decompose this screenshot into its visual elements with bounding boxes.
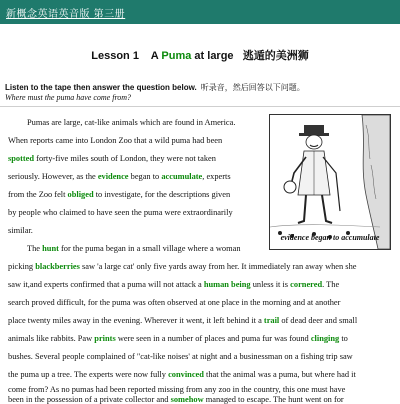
text-line <box>8 396 344 404</box>
keyword[interactable]: trail <box>263 316 280 325</box>
text-span: unless it is <box>250 280 291 289</box>
text-line <box>8 191 230 199</box>
keyword[interactable]: obliged <box>67 190 94 199</box>
text-line <box>8 173 231 181</box>
text-span: managed to escape. The hunt went on for <box>203 395 344 404</box>
text-span: animals like rabbits. Paw <box>8 334 95 343</box>
text-line <box>8 155 216 163</box>
text-line: Pumas are large, cat-like animals which are found in America. <box>27 118 236 127</box>
keyword[interactable]: somehow <box>170 395 204 404</box>
figure-caption: evidence began to accumulate <box>280 233 380 242</box>
text-line: by people who claimed to have seen the puma were extraordinarily <box>8 208 233 217</box>
text-span: began to <box>128 172 162 181</box>
text-line <box>8 371 356 379</box>
text-span: , experts <box>202 172 231 181</box>
text-line <box>8 263 356 271</box>
instruction-en: Listen to the tape then answer the question below. <box>5 83 197 92</box>
text-span: The <box>27 244 43 253</box>
lesson-title <box>0 47 400 63</box>
man-with-puma-prints-illustration <box>270 115 390 249</box>
text-line: search proved difficult, for the puma was often observed at one place in the morning and at another <box>8 298 341 307</box>
text-span: seriously. However, as the <box>8 172 98 181</box>
keyword[interactable]: cornered <box>290 280 323 289</box>
text-line: come from? As no pumas had been reported missing from any zoo in the country, this one must have <box>8 385 346 394</box>
lesson-title-cn: 逃遁的美洲狮 <box>242 50 309 62</box>
text-span: from the Zoo felt <box>8 190 68 199</box>
instruction-cn: 听录音，然后回答以下问题。 <box>200 83 305 92</box>
text-span: place twenty miles away in the evening. Wherever it went, it left behind it a <box>8 316 264 325</box>
text-line: bushes. Several people complained of "cat-like noises' at night and a businessman on a fishing trip saw <box>8 352 353 361</box>
text-span: saw it,and experts confirmed that a puma will not attack a <box>8 280 204 289</box>
divider <box>0 106 400 107</box>
lesson-title-rest: at large <box>194 50 234 62</box>
text-span: of dead deer and small <box>279 316 358 325</box>
lesson-number: Lesson 1 <box>91 50 139 62</box>
text-line <box>27 245 241 253</box>
instruction <box>5 82 305 93</box>
text-line <box>8 281 339 289</box>
text-span: forty-five miles south of London, they were not taken <box>34 154 216 163</box>
illustration-figure <box>269 114 391 250</box>
question: Where must the puma have come from? <box>5 93 132 102</box>
text-span: to <box>339 334 348 343</box>
header-bar <box>0 0 400 24</box>
text-line <box>8 335 348 343</box>
text-span: saw 'a large cat' only five yards away from her. It immediately ran away when she <box>79 262 357 271</box>
keyword[interactable]: hunt <box>42 244 59 253</box>
keyword[interactable]: accumulate <box>161 172 203 181</box>
text-line <box>8 317 357 325</box>
text-span: to investigate, for the descriptions given <box>93 190 231 199</box>
keyword[interactable]: human being <box>203 280 251 289</box>
text-span: been in the possession of a private collector and <box>8 395 171 404</box>
lesson-title-puma: Puma <box>161 50 192 62</box>
keyword[interactable]: clinging <box>310 334 340 343</box>
keyword[interactable]: evidence <box>97 172 129 181</box>
keyword[interactable]: blackberries <box>35 262 80 271</box>
lesson-title-a: A <box>150 50 159 62</box>
text-span: that the animal was a puma, but where had it <box>203 370 356 379</box>
text-line: When reports came into London Zoo that a wild puma had been <box>8 136 223 145</box>
text-span: picking <box>8 262 36 271</box>
text-line: similar. <box>8 226 33 235</box>
keyword[interactable]: convinced <box>168 370 204 379</box>
keyword[interactable]: prints <box>94 334 116 343</box>
text-span: the puma up a tree. The experts were now fully <box>8 370 169 379</box>
keyword[interactable]: spotted <box>8 154 35 163</box>
text-span: were seen in a number of places and puma fur was found <box>115 334 311 343</box>
text-span: . The <box>322 280 340 289</box>
header-title-link[interactable]: 新概念英语英音版 第三册 <box>6 9 126 20</box>
text-span: for the puma began in a small village where a woman <box>58 244 241 253</box>
